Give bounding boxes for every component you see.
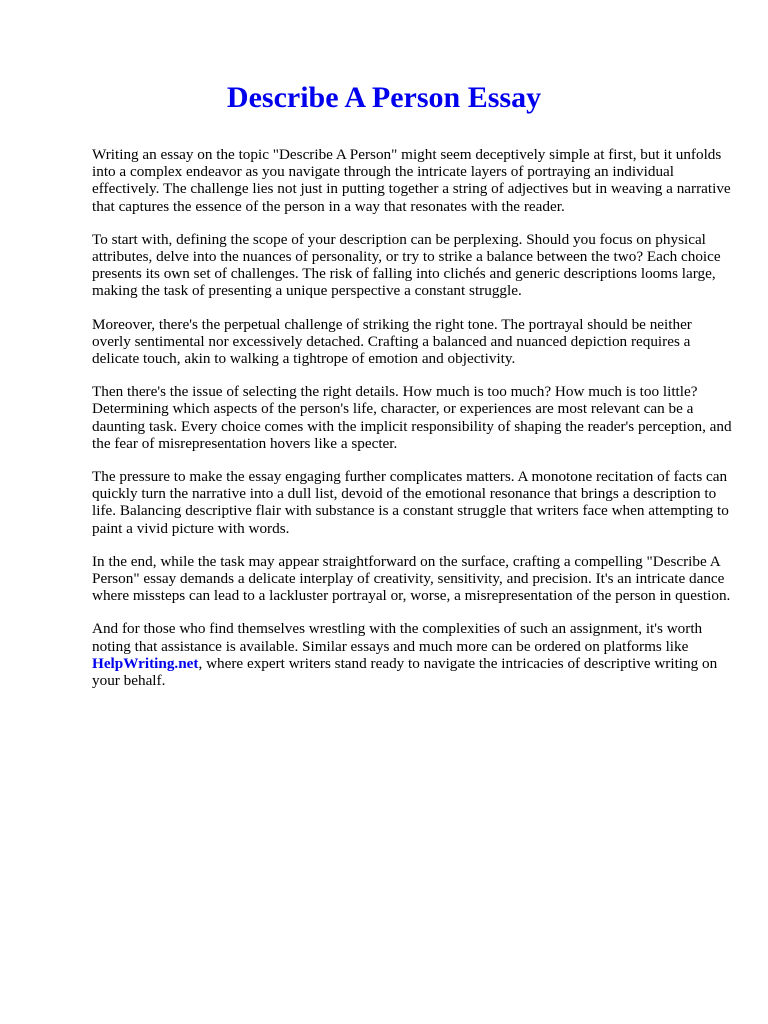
page-title: Describe A Person Essay xyxy=(226,81,542,114)
paragraph-4: Then there's the issue of selecting the right details. How much is too much? How much is too little? Determining which aspects of the person's life, character, or experiences are most relevant can be a daunting task. Every choice comes with the implicit responsibility of shaping the reader's perception, and the fear of misrepresentation hovers like a specter. xyxy=(92,383,732,452)
paragraph-7-text-after-link: , where expert writers stand ready to navigate the intricacies of descriptive writing on your behalf. xyxy=(92,654,718,690)
paragraph-7 xyxy=(92,620,732,689)
essay-body xyxy=(92,146,732,705)
paragraph-7-text-before-link: And for those who find themselves wrestling with the complexities of such an assignment, it's worth noting that assistance is available. Similar essays and much more can be ordered on platforms like xyxy=(92,620,703,655)
paragraph-5: The pressure to make the essay engaging further complicates matters. A monotone recitation of facts can quickly turn the narrative into a dull list, devoid of the emotional resonance that brings a description to life. Balancing descriptive flair with substance is a constant struggle that writers face when attempting to paint a vivid picture with words. xyxy=(92,468,729,537)
paragraph-6: In the end, while the task may appear straightforward on the surface, crafting a compelling "Describe A Person" essay demands a delicate interplay of creativity, sensitivity, and precision. It's an intricate dance where missteps can lead to a lackluster portrayal or, worse, a misrepresentation of the person in question. xyxy=(92,552,731,605)
helpwriting-link[interactable]: HelpWriting.net xyxy=(92,654,199,672)
paragraph-2: To start with, defining the scope of your description can be perplexing. Should you focus on physical attributes, delve into the nuances of personality, or try to strike a balance between the two? Each choice presents its own set of challenges. The risk of falling into clichés and generic descriptions looms large, making the task of presenting a unique perspective a constant struggle. xyxy=(92,230,721,300)
paragraph-3: Moreover, there's the perpetual challenge of striking the right tone. The portrayal should be neither overly sentimental nor excessively detached. Crafting a balanced and nuanced depiction requires a delicate touch, akin to walking a tightrope of emotion and objectivity. xyxy=(92,315,692,368)
paragraph-1: Writing an essay on the topic "Describe A Person" might seem deceptively simple at first, but it unfolds into a complex endeavor as you navigate through the intricate layers of portraying an individual effectively. The challenge lies not just in putting together a string of adjectives but in weaving a narrative that captures the essence of the person in a way that resonates with the reader. xyxy=(92,146,731,215)
